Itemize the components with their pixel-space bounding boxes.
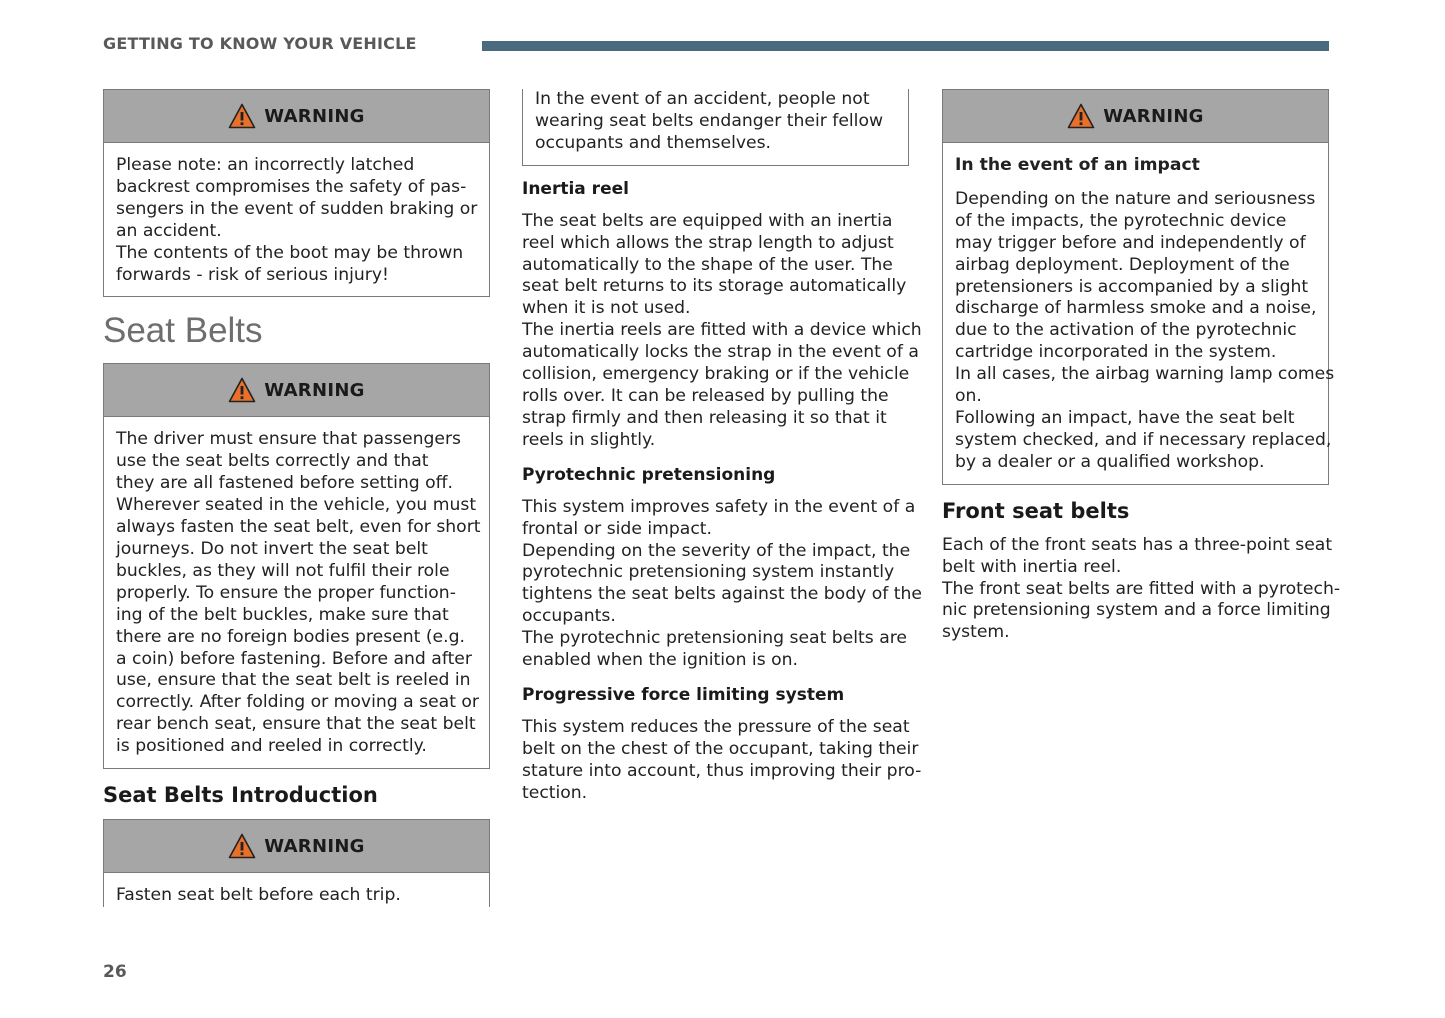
text-line: occupants and themselves. xyxy=(535,132,772,153)
warning-triangle-icon xyxy=(1067,103,1095,129)
text-line: pyrotechnic pretensioning system instantly xyxy=(522,562,895,583)
text-line: seat belt returns to its storage automatically xyxy=(522,276,907,297)
text-line: Depending on the severity of the impact, the xyxy=(522,540,911,561)
warning-triangle-icon xyxy=(228,103,256,129)
warning-text xyxy=(943,143,1335,484)
text-line: there are no foreign bodies present (e.g. xyxy=(116,626,465,647)
text-line: enabled when the ignition is on. xyxy=(522,650,798,671)
text-line: of the impacts, the pyrotechnic device xyxy=(955,210,1287,231)
text-line: Wherever seated in the vehicle, you must xyxy=(116,495,477,516)
warning-triangle-icon xyxy=(228,833,256,859)
warning-text xyxy=(104,143,489,296)
section-title: GETTING TO KNOW YOUR VEHICLE xyxy=(103,34,417,53)
text-line: automatically to the shape of the user. The xyxy=(522,254,893,275)
text-line: when it is not used. xyxy=(522,298,691,319)
text-line: always fasten the seat belt, even for short xyxy=(116,517,481,538)
warning-label: WARNING xyxy=(264,105,365,127)
text-line: In the event of an accident, people not xyxy=(535,89,870,109)
text-line: properly. To ensure the proper function- xyxy=(116,582,456,603)
warning-subheading: In the event of an impact xyxy=(955,155,1200,175)
text-line: system checked, and if necessary replaced, xyxy=(955,429,1332,450)
text-line: The front seat belts are fitted with a pyrotech- xyxy=(942,578,1341,599)
text-line: pretensioners is accompanied by a slight xyxy=(955,276,1309,297)
force-limiting-text xyxy=(522,716,922,805)
warning-text xyxy=(104,417,489,768)
text-line: tightens the seat belts against the body of the xyxy=(522,584,922,605)
text-line: they are all fastened before setting off. xyxy=(116,473,453,494)
text-line: rolls over. It can be released by pulling the xyxy=(522,385,889,406)
text-line: sengers in the event of sudden braking or xyxy=(116,198,478,219)
text-line: belt on the chest of the occupant, taking their xyxy=(522,738,919,759)
text-line: journeys. Do not invert the seat belt xyxy=(116,538,428,559)
text-line: Each of the front seats has a three-point seat xyxy=(942,534,1333,555)
warning-label: WARNING xyxy=(264,835,365,857)
warning-box-fasten xyxy=(103,819,490,907)
front-seat-belts-text xyxy=(942,534,1341,645)
page-title: Seat Belts xyxy=(103,311,263,351)
text-line: cartridge incorporated in the system. xyxy=(955,342,1277,363)
warning-header xyxy=(104,90,489,143)
header-rule xyxy=(482,41,1329,51)
front-seat-belts-heading: Front seat belts xyxy=(942,498,1130,523)
text-line: In all cases, the airbag warning lamp comes xyxy=(955,364,1335,385)
warning-box-backrest xyxy=(103,89,490,297)
warning-box-impact xyxy=(942,89,1335,485)
text-line: The contents of the boot may be thrown xyxy=(116,242,464,263)
text-line: frontal or side impact. xyxy=(522,518,712,539)
text-line: reels in slightly. xyxy=(522,429,656,450)
inertia-reel-text xyxy=(522,210,922,452)
text-line: on. xyxy=(955,386,982,407)
warning-header xyxy=(943,90,1328,143)
text-line: use, ensure that the seat belt is reeled in xyxy=(116,670,471,691)
text-line: forwards - risk of serious injury! xyxy=(116,264,389,285)
text-line: occupants. xyxy=(522,606,616,627)
text-line: reel which allows the strap length to adjust xyxy=(522,232,894,253)
text-line: This system improves safety in the event of a xyxy=(522,496,916,517)
text-line: by a dealer or a qualified workshop. xyxy=(955,451,1265,472)
text-line: The pyrotechnic pretensioning seat belts are xyxy=(522,628,907,649)
text-line: an accident. xyxy=(116,220,222,241)
text-line: The driver must ensure that passengers xyxy=(116,429,461,450)
page-number: 26 xyxy=(103,962,127,982)
warning-label: WARNING xyxy=(264,379,365,401)
text-line: tection. xyxy=(522,782,588,803)
force-limiting-heading: Progressive force limiting system xyxy=(522,684,845,705)
column-right xyxy=(942,89,1341,644)
text-line: correctly. After folding or moving a seat or xyxy=(116,692,479,713)
text-line: rear bench seat, ensure that the seat belt xyxy=(116,714,476,735)
text-line: The inertia reels are fitted with a device which xyxy=(522,320,922,341)
text-line: backrest compromises the safety of pas- xyxy=(116,176,467,197)
column-middle xyxy=(522,89,922,805)
warning-header xyxy=(104,820,489,873)
pyrotechnic-text xyxy=(522,496,922,672)
text-line: automatically locks the strap in the event of a xyxy=(522,342,919,363)
warning-header xyxy=(104,364,489,417)
column-left xyxy=(103,89,490,907)
text-line: is positioned and reeled in correctly. xyxy=(116,736,427,757)
text-line: nic pretensioning system and a force limiting xyxy=(942,600,1331,621)
text-line: collision, emergency braking or if the vehicle xyxy=(522,364,910,385)
pyrotechnic-heading: Pyrotechnic pretensioning xyxy=(522,464,776,485)
text-line: due to the activation of the pyrotechnic xyxy=(955,320,1297,341)
text-line: belt with inertia reel. xyxy=(942,556,1122,577)
warning-box-passengers xyxy=(103,363,490,769)
text-line: The seat belts are equipped with an inertia xyxy=(522,210,893,231)
text-line: stature into account, thus improving their pro- xyxy=(522,760,922,781)
text-line: Fasten seat belt before each trip. xyxy=(116,885,401,906)
text-line: ing of the belt buckles, make sure that xyxy=(116,604,449,625)
inertia-reel-heading: Inertia reel xyxy=(522,178,629,199)
text-line: buckles, as they will not fulfil their role xyxy=(116,560,450,581)
warning-text xyxy=(104,873,489,907)
text-line: system. xyxy=(942,622,1010,643)
text-line: a coin) before fastening. Before and after xyxy=(116,648,472,669)
text-line: Please note: an incorrectly latched xyxy=(116,155,415,175)
text-line: airbag deployment. Deployment of the xyxy=(955,254,1290,275)
text-line: Depending on the nature and seriousness xyxy=(955,188,1316,209)
text-line: This system reduces the pressure of the seat xyxy=(522,716,910,737)
text-line: strap firmly and then releasing it so that it xyxy=(522,407,887,428)
text-line: Following an impact, have the seat belt xyxy=(955,407,1295,428)
text-line: wearing seat belts endanger their fellow xyxy=(535,110,884,131)
warning-continued-box xyxy=(522,89,909,166)
text-line: discharge of harmless smoke and a noise, xyxy=(955,298,1317,319)
text-line: use the seat belts correctly and that xyxy=(116,451,429,472)
text-line: may trigger before and independently of xyxy=(955,232,1306,253)
warning-label: WARNING xyxy=(1103,105,1204,127)
section-heading: Seat Belts Introduction xyxy=(103,783,378,808)
warning-triangle-icon xyxy=(228,377,256,403)
